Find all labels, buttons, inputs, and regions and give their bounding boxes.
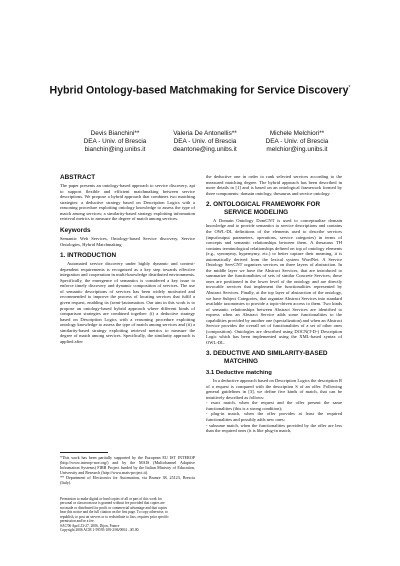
author-affiliation: DEA - Univ. of Brescia xyxy=(83,137,147,145)
section31-heading: 3.1 Deductive matching xyxy=(206,369,272,376)
author-name: Valeria De Antonellis** xyxy=(173,130,237,137)
abstract-heading: ABSTRACT xyxy=(60,174,96,181)
permission-line: not made or distributed for profit or commercial advantage and that copies xyxy=(60,505,168,510)
footnote-2: ** Department of Electronics for Automation, via Branze 38, 25123, Brescia (Italy). xyxy=(60,475,195,485)
author-affiliation: DEA - Univ. of Brescia xyxy=(265,137,329,145)
author-name: Michele Melchiori** xyxy=(269,130,325,137)
author-block-1 xyxy=(70,130,160,153)
keywords-heading: Keywords xyxy=(60,226,91,234)
author-name: Devis Bianchini** xyxy=(90,130,140,137)
right-column xyxy=(206,174,342,434)
left-column xyxy=(60,174,195,344)
permission-line: Copyright 2006 ACM 1-59593-108-2/06/0004 ...$5.00. xyxy=(60,528,140,533)
intro-continuation: the deductive one in order to rank selected services according to the measured matching degree. The hybrid approach has been described in more details in [1] and is based on an ontological framework formed by three components: domain ontology, thesaurus and service ontology. xyxy=(206,174,342,196)
permission-line: SAC'06 April 23-27, 2006, Dijon, France xyxy=(60,523,120,528)
section3-heading: 3. DEDUCTIVE AND SIMILARITY-BASED MATCHING xyxy=(206,350,328,366)
author-email: melchior@ing.unibs.it xyxy=(266,145,328,153)
paper-title xyxy=(40,82,360,98)
author-affiliation: DEA - Univ. of Brescia xyxy=(173,137,237,145)
permission-line: permission and/or a fee. xyxy=(60,519,95,524)
footnote-1: *This work has been partially supported by the European EU IST INTEROP (http://www.interop-noe.org/) and by the MAIS (Multichannel Adaptive Information Systems) FIRB Project funded by the Italian Ministry of Education, University and Research (http://www.mais-project.it). xyxy=(60,455,195,475)
permission-line: republish, to post on servers or to redistribute to lists, requires prior specific xyxy=(60,514,169,519)
introduction-text: Automated service discovery under highly dynamic and context-dependent requirements is recognized as a key step towards effective integration and cooperation in multi-knowledge distributed environments. Specifically, the emergence of semantics is considered a key issue to enforce timely discovery and dynamic composition of services. The use of semantic descriptions of services has been widely motivated and recommended to improve the process of locating services that fulfil a given request, enabling its (semi-)automation. Our aim in this work is to propose an ontology-based hybrid approach where different kinds of comparison strategies are combined together: (i) a deductive strategy based on Description Logics with a reasoning procedure exploiting ontology knowledge to assess the type of match among services and (ii) a similarity-based strategy exploiting retrieval metrics to measure the degree of match among services. Specifically, the similarity approach is applied after xyxy=(60,261,195,344)
author-block-3 xyxy=(252,130,342,153)
section31-text: In a deductive approach based on Description Logics the description R of a request is compared with the description S of an offer. Following general guidelines in [3], we define five kinds of match, that can be intuitively described as follows: xyxy=(206,378,342,400)
footnote-rule xyxy=(60,452,108,453)
permission-block xyxy=(60,497,195,533)
permission-line: bear this notice and the full citation on the first page. To copy otherwise, to xyxy=(60,510,168,515)
section2-text: A Domain Ontology DomCNT is used to conceptualize domain knowledge and to provide semantics to service descriptions and contains the OWL-DL definitions of the elements used to describe services (input/output parameters, operations, service categories) in terms of concepts and semantic relationships between them. A thesaurus TH contains terminological relationships defined on top of ontology elements (e.g., synonymy, hypernymy, etc.) to better capture their meaning, it is automatically derived from the lexical system WordNet. A Service Ontology ServCNT organizes services on three layers of abstraction. In the middle layer we have the Abstract Services, that are introduced to summarize the functionalities of sets of similar Concrete Services; these ones are positioned in the lower level of the ontology and are directly invocable services that implement the functionalities represented by Abstract Services. Finally, at the top layer of abstraction of the ontology, we have Subject Categories, that organize Abstract Services into standard available taxonomies to provide a topic-driven access to them. Two kinds of semantic relationships between Abstract Services are identified to express when an Abstract Service adds some functionalities to the capabilities provided by another one (specialization) and when an Abstract Service provides the overall set of functionalities of a set of other ones (composition). Ontologies are described using DOCN(T-D-) Description Logic which has been implemented using the XML-based syntax of OWL-DL. xyxy=(206,217,342,345)
abstract-text: The paper presents an ontology-based approach to service discovery, apt to support flexible and efficient matchmaking between service descriptions. We propose a hybrid approach that combines two matching strategies: a deductive strategy based on Description Logics with a reasoning procedure exploiting ontology knowledge to assess the type of match among services; a similarity-based strategy exploiting information retrieval metrics to measure the degree of match among services. xyxy=(60,183,195,222)
keywords-text: Semantic Web Services, Ontology-based Service discovery, Service Ontologies, Hybrid Matchmaking xyxy=(60,236,195,247)
section2-heading: 2. ONTOLOGICAL FRAMEWORK FOR SERVICE MODELING xyxy=(206,201,321,216)
permission-line: Permission to make digital or hard copies of all or part of this work for xyxy=(60,497,162,501)
title-footnote-mark: * xyxy=(348,85,351,91)
match-bullet: - exact match, when the request and the offer present the same functionalities (this is a strong condition); xyxy=(206,400,342,411)
author-email: bianchin@ing.unibs.it xyxy=(84,145,146,153)
match-bullet: - plug-in match, when the offer provides at least the required functionalities and possibly adds new ones; xyxy=(206,411,342,422)
footnotes xyxy=(60,455,195,485)
author-email: deantone@ing.unibs.it xyxy=(173,145,237,153)
match-bullet: - subsume match, when the functionalities provided by the offer are less than the required ones (it is like plug-in match, xyxy=(206,422,342,434)
introduction-heading: 1. INTRODUCTION xyxy=(60,252,117,260)
permission-line: personal or classroom use is granted without fee provided that copies are xyxy=(60,501,165,506)
author-block-2 xyxy=(160,130,250,153)
paper-title-text: Hybrid Ontology-based Matchmaking for Service Discovery xyxy=(49,84,349,97)
